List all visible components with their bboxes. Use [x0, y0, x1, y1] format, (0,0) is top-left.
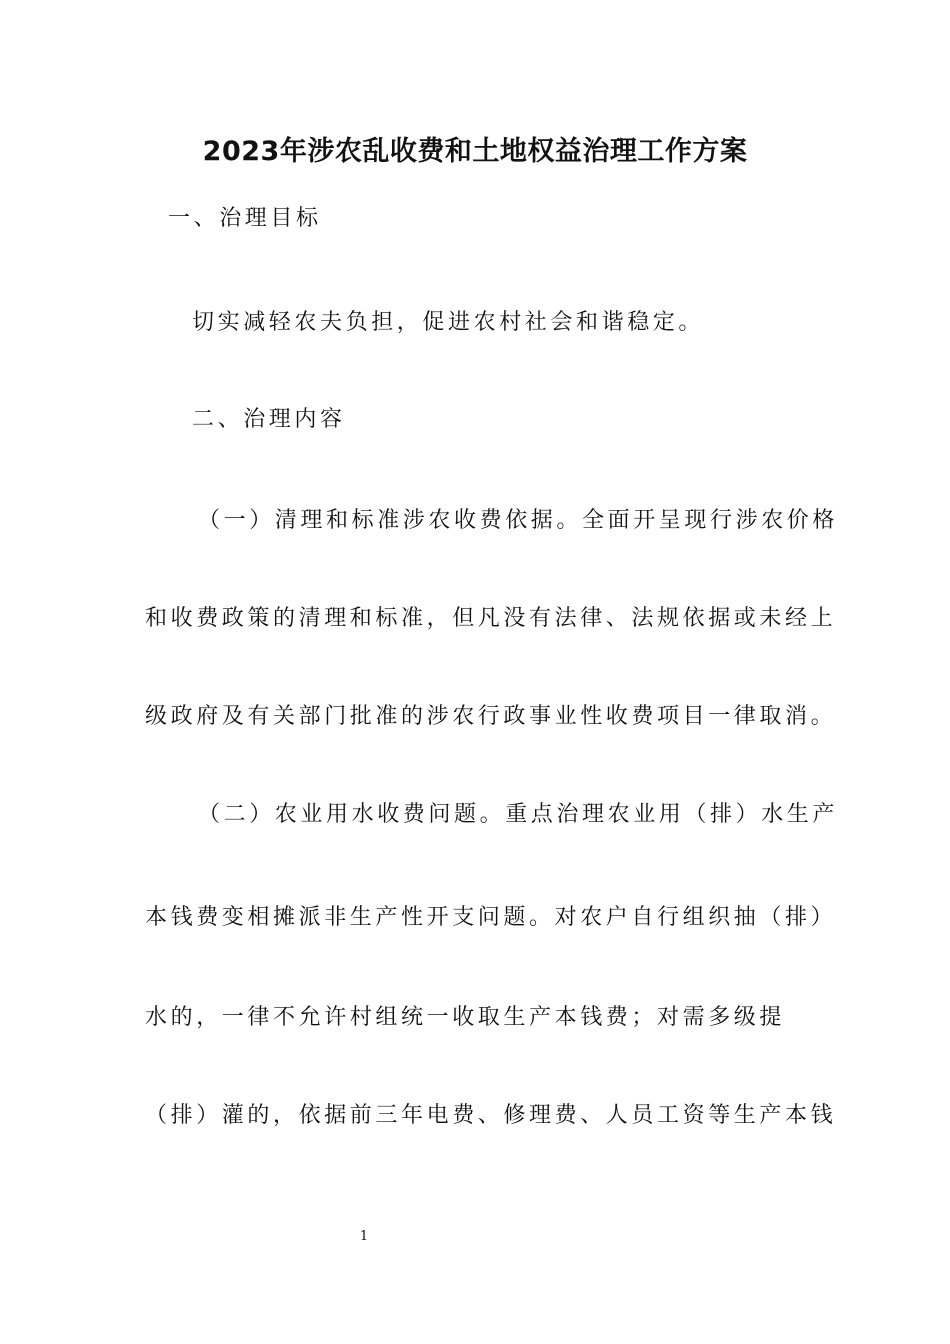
paragraph-2-line-4: （排）灌的，依据前三年电费、修理费、人员工资等生产本钱	[145, 1103, 837, 1128]
section-1-text: 切实减轻农夫负担，促进农村社会和谐稳定。	[192, 310, 705, 335]
section-1-heading: 一、治理目标	[168, 206, 322, 231]
page-number: 1	[359, 1229, 369, 1244]
paragraph-1-line-3: 级政府及有关部门批准的涉农行政事业性收费项目一律取消。	[145, 704, 837, 729]
paragraph-2-line-3: 水的，一律不允许村组统一收取生产本钱费；对需多级提	[145, 1005, 786, 1030]
section-2-heading: 二、治理内容	[192, 407, 346, 432]
paragraph-1-line-2: 和收费政策的清理和标准，但凡没有法律、法规依据或未经上	[145, 606, 837, 631]
paragraph-2-line-2: 本钱费变相摊派非生产性开支问题。对农户自行组织抽（排）	[145, 905, 837, 930]
paragraph-1-line-1: （一）清理和标准涉农收费依据。全面开呈现行涉农价格	[198, 508, 839, 533]
document-title: 2023年涉农乱收费和土地权益治理工作方案	[202, 136, 748, 167]
paragraph-2-line-1: （二）农业用水收费问题。重点治理农业用（排）水生产	[198, 802, 839, 827]
